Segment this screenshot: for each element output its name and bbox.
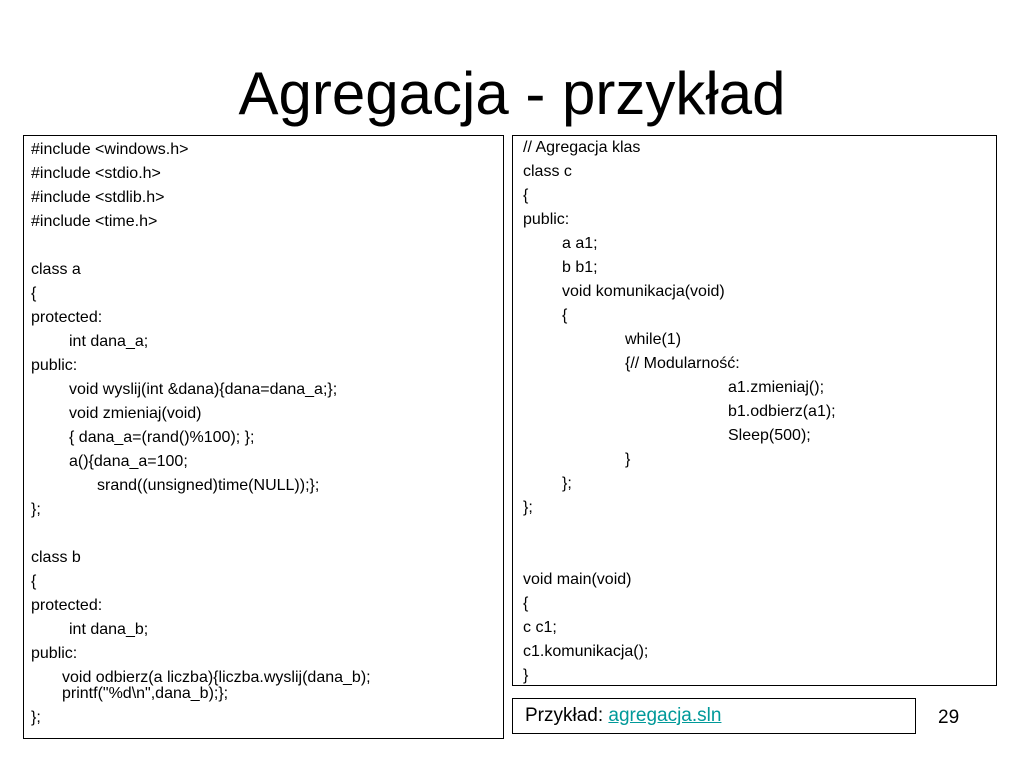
code-text: protected: — [31, 597, 103, 614]
code-line — [513, 544, 996, 568]
code-text: public: — [31, 645, 78, 662]
code-line — [513, 568, 996, 592]
code-line — [24, 642, 503, 666]
code-text: srand((unsigned)time(NULL));}; — [97, 477, 320, 494]
code-text: class b — [31, 549, 81, 566]
example-link[interactable]: agregacja.sln — [608, 705, 722, 726]
code-line — [24, 666, 503, 706]
code-line — [513, 472, 996, 496]
code-text: { — [523, 595, 529, 612]
code-line — [24, 402, 503, 426]
code-text: protected: — [31, 309, 103, 326]
code-text: public: — [31, 357, 78, 374]
code-line — [24, 330, 503, 354]
code-line — [513, 280, 996, 304]
code-text: }; — [523, 499, 533, 516]
code-line — [24, 354, 503, 378]
code-text: while(1) — [625, 331, 682, 348]
code-text: void main(void) — [523, 571, 632, 588]
code-line — [24, 474, 503, 498]
code-text: b b1; — [562, 259, 598, 276]
code-text: class c — [523, 163, 572, 180]
code-text: } — [625, 451, 631, 468]
code-line — [513, 664, 996, 688]
code-text: #include <stdio.h> — [31, 165, 161, 182]
example-box — [512, 698, 916, 734]
code-box-right — [512, 135, 997, 686]
code-line — [513, 592, 996, 616]
code-text: int dana_a; — [69, 333, 149, 350]
code-line — [24, 450, 503, 474]
code-line — [513, 496, 996, 520]
code-line — [24, 210, 503, 234]
code-line — [24, 138, 503, 162]
code-line — [24, 258, 503, 282]
code-text: #include <time.h> — [31, 213, 158, 230]
code-line — [513, 640, 996, 664]
code-text: { — [523, 187, 529, 204]
code-text: }; — [562, 475, 572, 492]
code-text: { — [31, 573, 37, 590]
code-text: { — [562, 307, 568, 324]
code-line — [513, 232, 996, 256]
code-text: void komunikacja(void) — [562, 283, 725, 300]
code-text: }; — [31, 709, 41, 726]
code-line — [513, 136, 996, 160]
example-label: Przykład: — [525, 705, 609, 726]
code-text: } — [523, 667, 529, 684]
code-text: a(){dana_a=100; — [69, 453, 188, 470]
code-line — [24, 546, 503, 570]
code-line — [513, 352, 996, 376]
code-text: void odbierz(a liczba){liczba.wyslij(dana_b); printf("%d\n",dana_b);}; — [62, 669, 371, 702]
code-line — [24, 378, 503, 402]
code-line — [513, 256, 996, 280]
code-line — [513, 184, 996, 208]
code-line — [513, 160, 996, 184]
code-line — [513, 304, 996, 328]
code-text: void zmieniaj(void) — [69, 405, 202, 422]
code-line — [24, 570, 503, 594]
page-number: 29 — [938, 707, 960, 728]
code-text: { — [31, 285, 37, 302]
code-line — [24, 282, 503, 306]
code-line — [24, 706, 503, 730]
code-line — [24, 426, 503, 450]
code-line — [513, 448, 996, 472]
code-text: Sleep(500); — [728, 427, 811, 444]
code-text: { dana_a=(rand()%100); }; — [69, 429, 255, 446]
code-line — [513, 328, 996, 352]
code-box-left — [23, 135, 504, 739]
code-text: void wyslij(int &dana){dana=dana_a;}; — [69, 381, 338, 398]
code-text: b1.odbierz(a1); — [728, 403, 836, 420]
code-text: a a1; — [562, 235, 598, 252]
code-line — [513, 376, 996, 400]
code-line — [24, 306, 503, 330]
slide-title: Agregacja - przykład — [238, 60, 786, 127]
code-line — [24, 522, 503, 546]
code-text: // Agregacja klas — [523, 139, 641, 156]
code-line — [24, 162, 503, 186]
code-text: c c1; — [523, 619, 557, 636]
code-line — [513, 424, 996, 448]
code-text: {// Modularność: — [625, 355, 740, 372]
code-line — [24, 594, 503, 618]
code-line — [513, 208, 996, 232]
code-line — [513, 400, 996, 424]
code-text: public: — [523, 211, 570, 228]
code-text: int dana_b; — [69, 621, 149, 638]
code-line — [24, 186, 503, 210]
code-line — [24, 618, 503, 642]
code-text: a1.zmieniaj(); — [728, 379, 825, 396]
code-text: c1.komunikacja(); — [523, 643, 649, 660]
code-text: #include <windows.h> — [31, 141, 189, 158]
code-line — [24, 498, 503, 522]
code-text: #include <stdlib.h> — [31, 189, 165, 206]
code-text: }; — [31, 501, 41, 518]
code-line — [513, 520, 996, 544]
code-line — [513, 616, 996, 640]
code-text: class a — [31, 261, 81, 278]
code-line — [24, 234, 503, 258]
